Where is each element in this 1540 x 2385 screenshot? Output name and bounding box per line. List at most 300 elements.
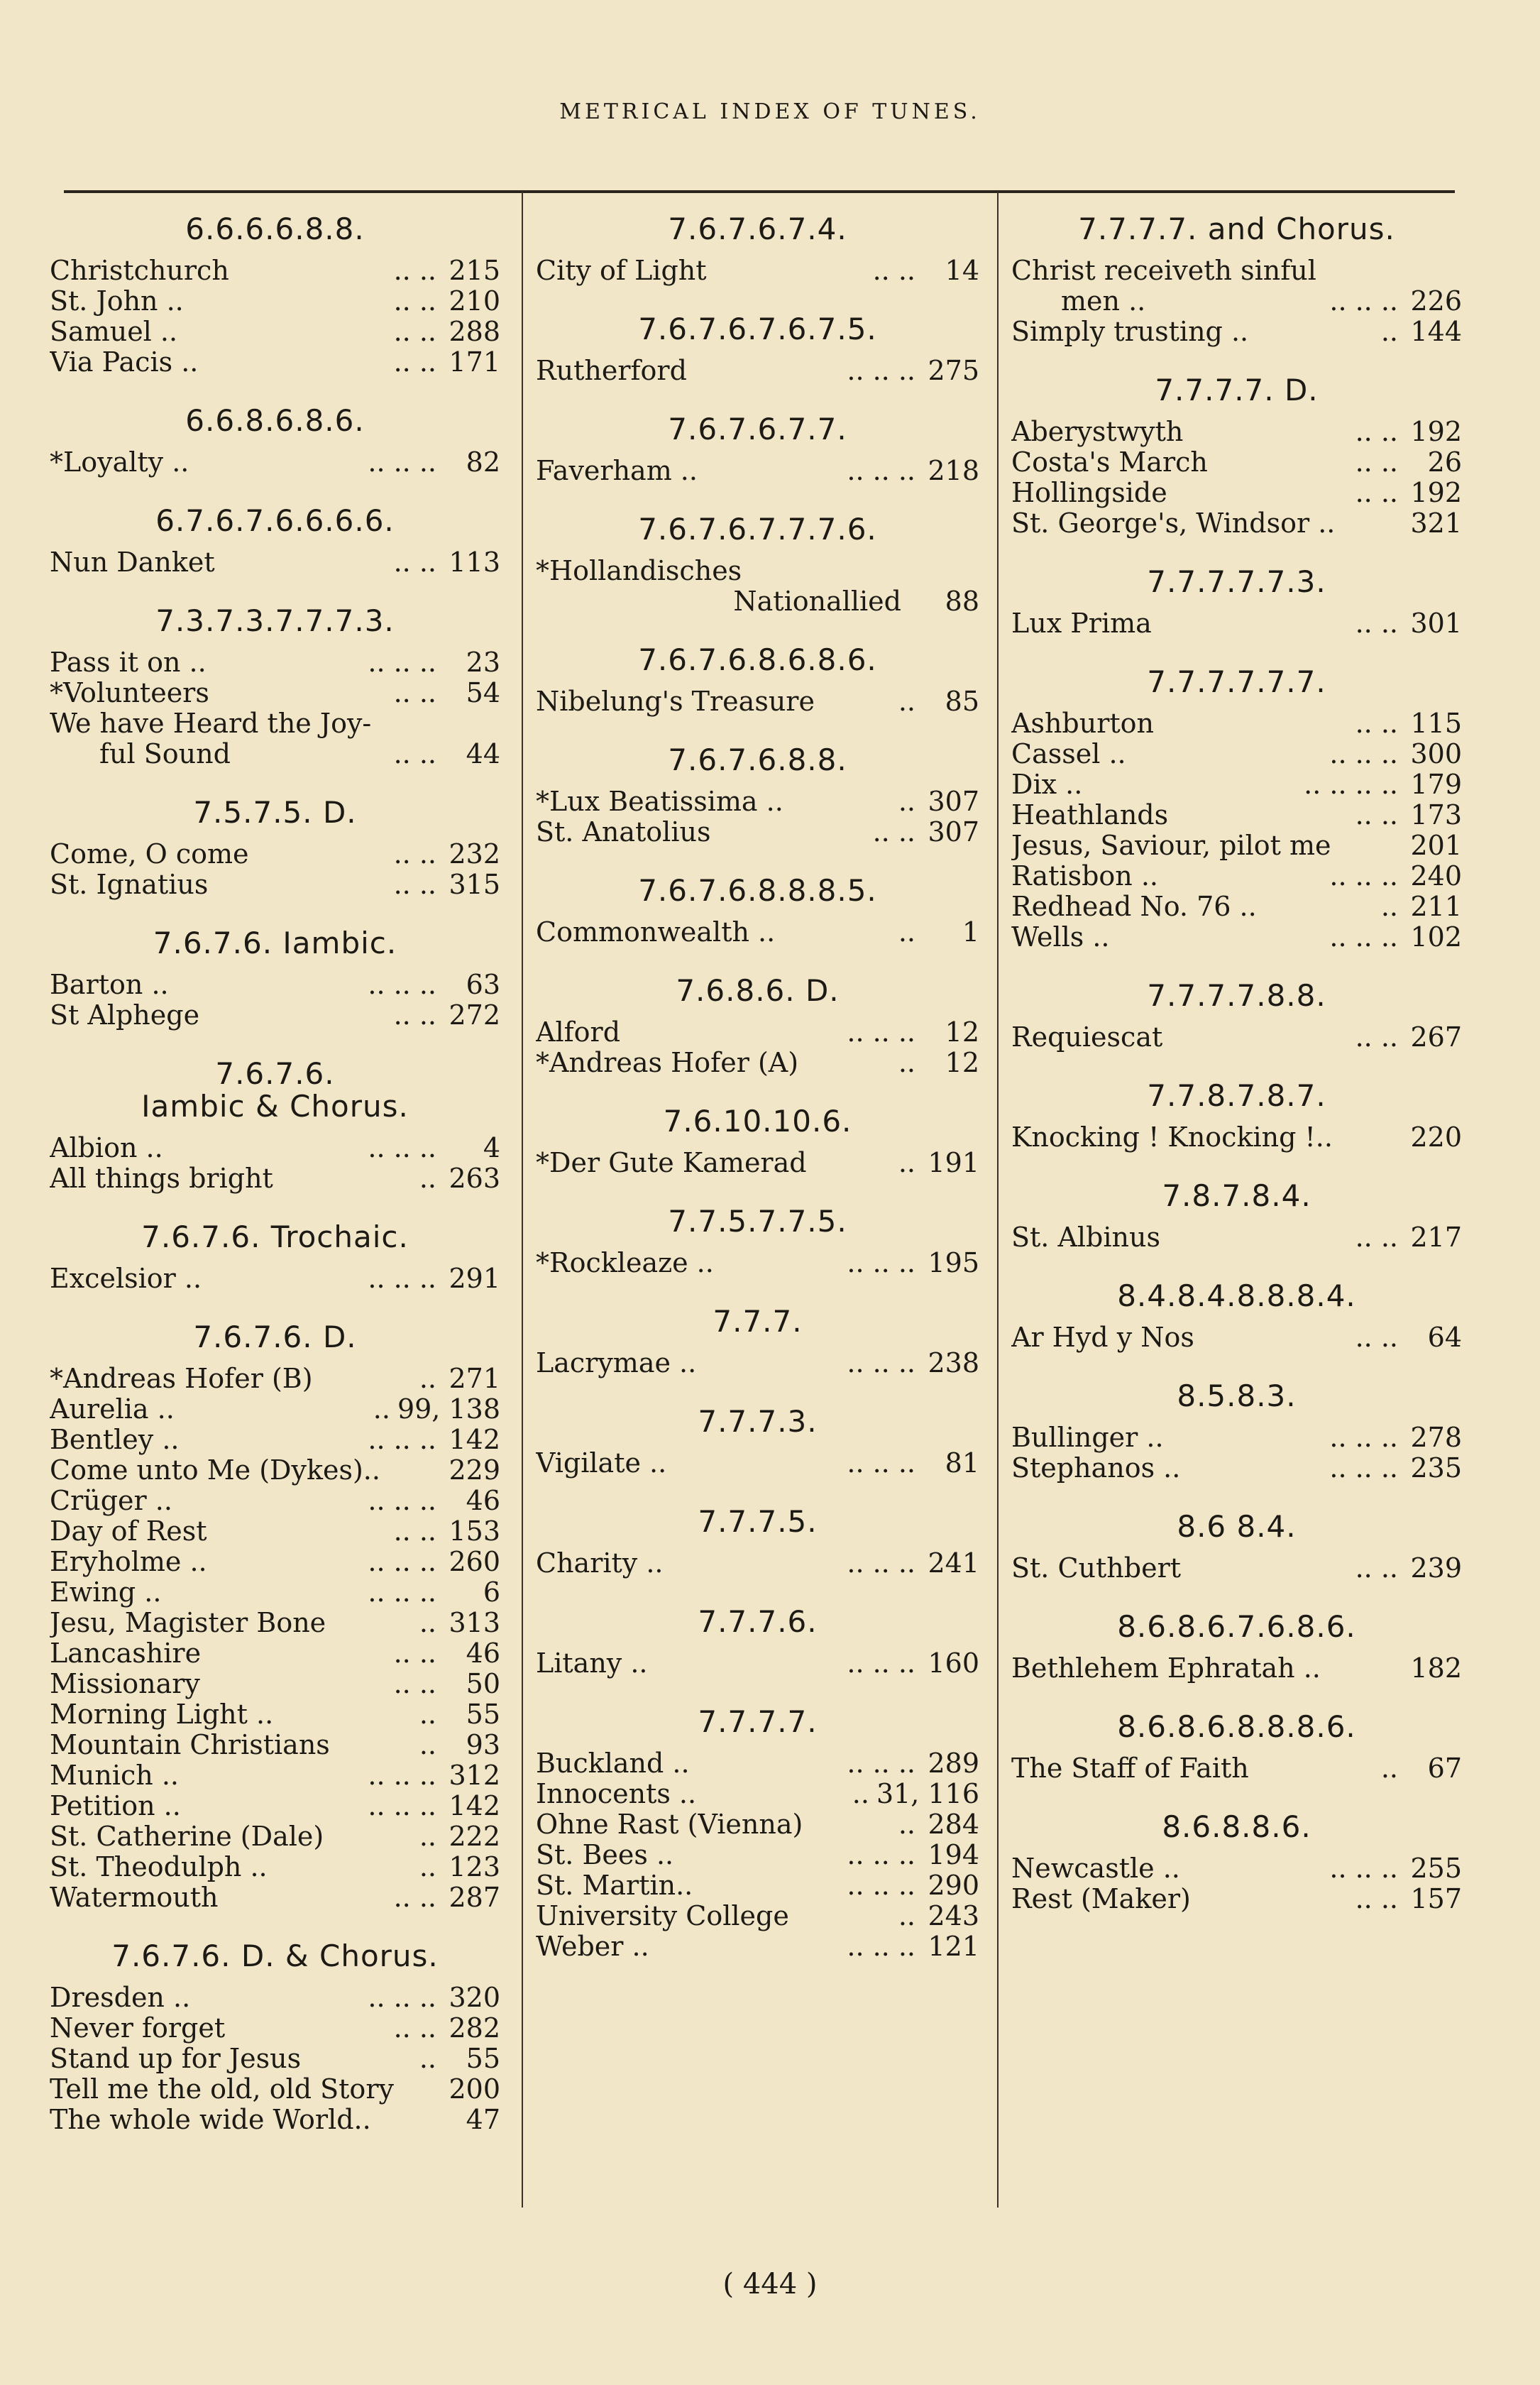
hymn-number: 232 [449,838,500,870]
tune-name: Alford [536,1017,621,1048]
leader-dots: .. .. [1355,1222,1398,1253]
meter-section [536,1606,979,1679]
tune-entry [50,1882,500,1913]
leader-dots: .. [1380,1753,1398,1784]
hymn-number: 64 [1427,1322,1462,1353]
leader-dots: .. .. .. [368,1982,436,2013]
leader-dots: .. .. [1355,416,1398,447]
tune-name: Nun Danket [50,547,215,578]
hymn-number: 307 [928,816,979,848]
leader-dots: .. [1380,891,1398,922]
tune-entry [536,686,979,717]
tune-entry [536,1840,979,1870]
meter-heading: 8.6.8.6.7.6.8.6. [1117,1609,1356,1644]
leader-dots: .. .. .. [847,1931,915,1962]
tune-entry [50,1516,500,1547]
hymn-number: 239 [1410,1552,1462,1584]
leader-dots: .. .. .. [847,1547,915,1579]
tune-entry [536,1870,979,1901]
hymn-number: 312 [449,1760,500,1791]
tune-name: Come unto Me (Dykes).. [50,1455,380,1486]
tune-name: Tell me the old, old Story [50,2074,394,2105]
meter-heading: 7.7.5.7.7.5. [668,1204,847,1239]
leader-dots: .. .. .. [847,455,915,486]
tune-entry [50,317,500,347]
tune-entry [1011,608,1462,639]
tune-name: Buckland .. [536,1748,690,1779]
meter-section [1011,1380,1462,1484]
tune-entry [536,1017,979,1048]
meter-section [536,413,979,486]
tune-entry [1011,1422,1462,1453]
tune-name: Cassel .. [1011,739,1126,769]
hymn-number: 113 [449,547,500,578]
tune-entry [1011,892,1462,922]
tune-entry [50,447,500,478]
tune-entry [1011,1753,1462,1784]
tune-name: Christ receiveth sinful [1011,256,1316,286]
tune-name: Innocents .. [536,1779,697,1809]
tune-name: Ohne Rast (Vienna) [536,1809,803,1840]
leader-dots: .. .. .. [1329,285,1398,317]
hymn-number: 191 [928,1147,979,1178]
leader-dots: .. [898,1900,915,1931]
tune-entry [1011,1322,1462,1353]
meter-heading: 7.6.7.6.7.6.7.5. [638,312,877,346]
tune-entry [1011,317,1462,347]
tune-name: Litany .. [536,1648,648,1679]
tune-name: Jesu, Magister Bone [50,1608,326,1638]
hymn-number: 192 [1410,477,1462,508]
tune-name: Missionary [50,1669,200,1699]
hymn-number: 278 [1410,1422,1462,1453]
hymn-number: 26 [1427,446,1462,478]
tune-entry [50,1394,500,1425]
hymn-number: 12 [945,1016,979,1048]
tune-name: Redhead No. 76 .. [1011,892,1257,922]
tune-name: Stand up for Jesus [50,2044,302,2074]
tune-entry [1011,1653,1462,1684]
tune-name: City of Light [536,256,707,286]
tune-name: Rutherford [536,356,687,386]
tune-entry [1011,417,1462,447]
hymn-number: 47 [466,2104,500,2135]
tune-entry [1011,286,1462,317]
leader-dots: .. .. .. [1329,921,1398,953]
leader-dots: .. .. [872,255,915,286]
tune-entry [50,1699,500,1730]
hymn-number: 201 [1410,830,1462,861]
tune-entry [536,586,979,617]
hymn-number: 240 [1410,860,1462,892]
leader-dots: .. .. [393,999,436,1031]
hymn-number: 272 [449,999,500,1031]
hymn-number: 290 [928,1870,979,1901]
tune-entry [1011,922,1462,953]
hymn-number: 238 [928,1347,979,1378]
tune-entry [536,1048,979,1078]
hymn-number: 200 [449,2073,500,2105]
leader-dots: .. .. [393,547,436,578]
tune-name: Wells .. [1011,922,1110,953]
leader-dots: .. .. .. [847,1016,915,1048]
leader-dots: .. .. [1355,708,1398,739]
tune-entry [50,2044,500,2074]
leader-dots: .. .. .. .. [1304,769,1398,800]
meter-heading: 7.8.7.8.4. [1162,1178,1311,1213]
tune-entry [50,347,500,378]
column-divider-2 [997,192,999,2208]
meter-section [536,744,979,848]
leader-dots: .. [373,1393,390,1425]
tune-name: Munich .. [50,1760,180,1791]
leader-dots: .. .. [1355,446,1398,478]
hymn-number: 291 [449,1263,500,1294]
tune-name: Costa's March [1011,447,1208,478]
meter-heading: 7.6.7.6. D. & Chorus. [111,1939,439,1973]
hymn-number: 321 [1410,508,1462,539]
meter-section [536,975,979,1078]
tune-name: Charity .. [536,1548,664,1579]
hymn-number: 50 [466,1668,500,1699]
meter-heading: 6.6.8.6.8.6. [185,403,365,438]
leader-dots: .. .. .. [847,1839,915,1870]
tune-entry [50,1364,500,1394]
tune-entry [536,1931,979,1962]
leader-dots: .. .. [393,316,436,347]
hymn-number: 222 [449,1821,500,1852]
hymn-number: 284 [928,1809,979,1840]
hymn-number: 85 [945,686,979,717]
meter-heading: 7.6.7.6.7.7. [668,412,847,446]
tune-entry [1011,708,1462,739]
hymn-number: 210 [449,285,500,317]
tune-name: Vigilate .. [536,1448,667,1479]
tune-name: Via Pacis .. [50,347,199,378]
leader-dots: .. .. [393,346,436,378]
hymn-number: 313 [449,1607,500,1638]
tune-entry [50,1730,500,1760]
meter-heading: 7.6.7.6. Iambic & Chorus. [141,1056,409,1124]
leader-dots: .. .. .. [368,446,436,478]
hymn-number: 220 [1410,1122,1462,1153]
column-divider-1 [522,192,523,2208]
leader-dots: .. .. [1355,799,1398,830]
tune-name: Barton .. [50,970,169,1000]
tune-name: St. Anatolius [536,817,711,848]
meter-section [1011,1510,1462,1584]
meter-section [536,1305,979,1378]
leader-dots: .. [898,686,915,717]
meter-section [50,1221,500,1294]
tune-name: Ar Hyd y Nos [1011,1322,1194,1353]
hymn-number: 55 [466,2043,500,2074]
hymn-number: 81 [945,1447,979,1479]
page-title: METRICAL INDEX OF TUNES. [559,99,981,124]
meter-section [1011,213,1462,347]
tune-name: Requiescat [1011,1022,1163,1053]
tune-entry [50,2105,500,2135]
meter-heading: 7.7.7.7. D. [1155,373,1319,407]
tune-name: Hollingside [1011,478,1167,508]
meter-section [1011,1811,1462,1914]
meter-section [1011,374,1462,539]
leader-dots: .. [898,916,915,948]
tune-entry [1011,256,1462,286]
tune-entry [50,739,500,769]
tune-name: Jesus, Saviour, pilot me [1011,830,1331,861]
tune-name: *Der Gute Kamerad [536,1148,807,1178]
hymn-number: 123 [449,1851,500,1882]
meter-section [536,644,979,717]
tune-entry [536,917,979,948]
meter-section [1011,1280,1462,1353]
meter-section [536,1405,979,1479]
hymn-number: 179 [1410,769,1462,800]
hymn-number: 195 [928,1247,979,1278]
meter-heading: 7.6.10.10.6. [663,1104,852,1139]
tune-name: ful Sound [99,739,231,769]
hymn-number: 102 [1410,921,1462,953]
tune-entry [536,1748,979,1779]
meter-heading: 8.4.8.4.8.8.8.4. [1117,1278,1356,1313]
tune-name: Heathlands [1011,800,1169,830]
leader-dots: .. .. .. [847,1748,915,1779]
tune-name: Bentley .. [50,1425,180,1455]
meter-heading: 7.7.7.5. [698,1504,818,1539]
tune-entry [50,647,500,678]
hymn-number: 54 [466,677,500,708]
hymn-number: 267 [1410,1021,1462,1053]
tune-name: Lacrymae .. [536,1348,697,1378]
meter-heading: 7.5.7.5. D. [193,795,357,830]
tune-entry [50,2074,500,2105]
tune-entry [50,1547,500,1577]
tune-name: St. Catherine (Dale) [50,1821,324,1852]
leader-dots: .. .. .. [1329,1853,1398,1884]
hymn-number: 307 [928,786,979,817]
hymn-number: 12 [945,1047,979,1078]
meter-heading: 7.7.7.7.7.3. [1147,564,1326,599]
tune-entry [536,1648,979,1679]
meter-section [50,405,500,478]
hymn-number: 142 [449,1790,500,1821]
tune-name: Excelsior .. [50,1263,202,1294]
hymn-number: 301 [1410,608,1462,639]
tune-entry [536,1809,979,1840]
meter-heading: 7.6.8.6. D. [676,973,840,1008]
meter-section [1011,1180,1462,1253]
leader-dots: .. [419,1851,436,1882]
leader-dots: .. .. [1355,1883,1398,1914]
meter-heading: 7.7.7.7.7.7. [1147,664,1326,699]
hymn-number: 153 [449,1515,500,1547]
leader-dots: .. .. .. [368,647,436,678]
meter-section [536,1506,979,1579]
meter-heading: 8.6 8.4. [1177,1509,1297,1544]
top-rule [64,190,1455,193]
leader-dots: .. [419,1699,436,1730]
index-column-3 [1011,213,1462,1941]
tune-name: Christchurch [50,256,229,286]
tune-entry [536,786,979,817]
tune-entry [1011,830,1462,861]
meter-heading: 7.7.7.7.8.8. [1147,978,1326,1013]
hymn-number: 211 [1410,891,1462,922]
tune-name: Samuel .. [50,317,178,347]
hymn-number: 46 [466,1485,500,1516]
tune-name: *Hollandisches [536,556,742,586]
hymn-number: 300 [1410,738,1462,769]
tune-name: Aberystwyth [1011,417,1184,447]
tune-name: Knocking ! Knocking !.. [1011,1122,1333,1153]
meter-heading: 8.6.8.8.6. [1162,1809,1311,1844]
leader-dots: .. .. .. [1329,738,1398,769]
leader-dots: .. .. .. [368,1577,436,1608]
tune-entry [50,1821,500,1852]
tune-name: St. Cuthbert [1011,1553,1182,1584]
meter-heading: 7.6.7.6. Trochaic. [141,1219,409,1254]
leader-dots: .. .. [1355,608,1398,639]
hymn-number: 271 [449,1363,500,1394]
hymn-number: 229 [449,1454,500,1486]
hymn-number: 1 [962,916,979,948]
tune-name: Commonwealth .. [536,917,776,948]
meter-section [50,213,500,378]
tune-entry [1011,1022,1462,1053]
leader-dots: .. .. .. [368,969,436,1000]
tune-entry [50,1263,500,1294]
tune-entry [50,870,500,900]
leader-dots: .. [898,786,915,817]
tune-entry [536,1148,979,1178]
leader-dots: .. .. [393,738,436,769]
hymn-number: 6 [483,1577,500,1608]
tune-entry [50,1577,500,1608]
meter-section [536,1105,979,1178]
leader-dots: .. [419,1729,436,1760]
hymn-number: 23 [466,647,500,678]
tune-name: Weber .. [536,1931,649,1962]
leader-dots: .. [852,1778,869,1809]
leader-dots: .. .. [393,255,436,286]
meter-heading: 7.6.7.6.8.8.8.5. [638,873,877,908]
leader-dots: .. .. .. [847,355,915,386]
leader-dots: .. .. .. [368,1132,436,1163]
hymn-number: 63 [466,969,500,1000]
leader-dots: .. .. [393,1515,436,1547]
meter-heading: 7.6.7.6.8.6.8.6. [638,642,877,677]
hymn-number: 194 [928,1839,979,1870]
tune-entry [536,1248,979,1278]
tune-name: The Staff of Faith [1011,1753,1249,1784]
meter-section [1011,1080,1462,1153]
tune-name: men .. [1061,286,1146,317]
tune-entry [50,839,500,870]
meter-heading: 6.7.6.7.6.6.6.6. [155,503,395,538]
tune-entry [50,1000,500,1031]
tune-name: All things bright [50,1163,273,1194]
meter-heading: 8.6.8.6.8.8.8.6. [1117,1709,1356,1744]
hymn-number: 263 [449,1163,500,1194]
leader-dots: .. .. [393,1668,436,1699]
tune-entry [536,817,979,848]
hymn-number: 289 [928,1748,979,1779]
hymn-number: 160 [928,1647,979,1679]
hymn-number: 67 [1427,1753,1462,1784]
tune-name: Stephanos .. [1011,1453,1181,1484]
leader-dots: .. .. [393,1638,436,1669]
meter-heading: 7.6.7.6.8.8. [668,742,847,777]
tune-name: *Andreas Hofer (A) [536,1048,799,1078]
leader-dots: .. .. [393,2012,436,2044]
meter-section [536,213,979,286]
hymn-number: 99, 138 [397,1393,500,1425]
hymn-number: 288 [449,316,500,347]
hymn-number: 157 [1410,1883,1462,1914]
tune-name: St. Martin.. [536,1870,693,1901]
meter-section [50,605,500,769]
hymn-number: 320 [449,1982,500,2013]
tune-entry [50,1791,500,1821]
leader-dots: .. .. .. [368,1790,436,1821]
tune-entry [50,1163,500,1194]
leader-dots: .. .. .. [847,1347,915,1378]
leader-dots: .. .. [393,677,436,708]
hymn-number: 115 [1410,708,1462,739]
hymn-number: 144 [1410,316,1462,347]
meter-heading: 7.6.7.6. Iambic. [153,926,397,960]
tune-entry [50,1852,500,1882]
leader-dots: .. .. [393,838,436,870]
tune-name: Bethlehem Ephratah .. [1011,1653,1321,1684]
leader-dots: .. [898,1147,915,1178]
hymn-number: 215 [449,255,500,286]
tune-name: St. Albinus [1011,1222,1160,1253]
hymn-number: 282 [449,2012,500,2044]
tune-name: St Alphege [50,1000,200,1031]
meter-section [536,513,979,617]
leader-dots: .. .. .. [847,1247,915,1278]
tune-entry [536,456,979,486]
tune-entry [50,678,500,708]
meter-section [536,874,979,948]
tune-name: Bullinger .. [1011,1422,1164,1453]
tune-name: St. Ignatius [50,870,209,900]
tune-entry [536,1448,979,1479]
meter-heading: 6.6.6.6.8.8. [185,212,365,246]
leader-dots: .. .. [1355,1021,1398,1053]
tune-entry [50,1608,500,1638]
meter-section [1011,980,1462,1053]
tune-entry [536,1348,979,1378]
tune-name: Pass it on .. [50,647,207,678]
leader-dots: .. [1380,316,1398,347]
tune-entry [1011,1122,1462,1153]
tune-entry [1011,478,1462,508]
hymn-number: 14 [945,255,979,286]
tune-name: Watermouth [50,1882,219,1913]
tune-name: *Lux Beatissima .. [536,786,783,817]
hymn-number: 217 [1410,1222,1462,1253]
tune-entry [1011,1553,1462,1584]
tune-name: Crüger .. [50,1486,172,1516]
tune-name: Ratisbon .. [1011,861,1158,892]
index-column-1 [50,213,500,2162]
tune-name: Petition .. [50,1791,181,1821]
tune-name: Morning Light .. [50,1699,274,1730]
meter-section [536,313,979,386]
